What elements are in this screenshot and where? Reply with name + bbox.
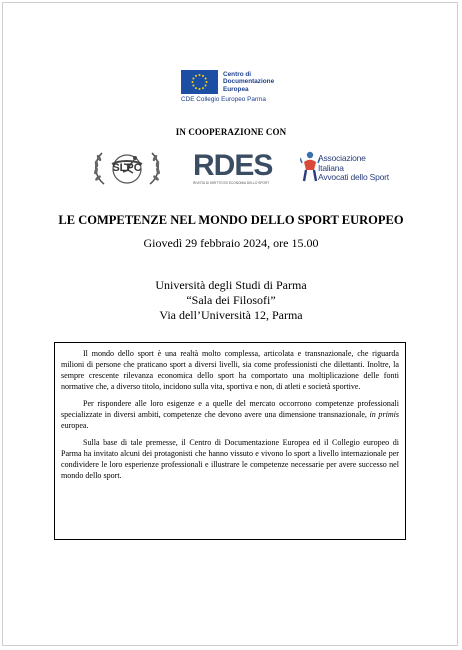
rdes-logo-subtitle: RIVISTA DI DIRITTO ED ECONOMIA DELLO SPORT xyxy=(193,181,270,185)
venue-room: “Sala dei Filosofi” xyxy=(186,293,276,307)
aias-line1: Associazione xyxy=(318,153,366,163)
aias-logo-text xyxy=(318,153,389,183)
cde-name xyxy=(223,71,293,93)
slpc-logo-text: SLPC xyxy=(112,162,142,174)
venue-block xyxy=(0,278,462,323)
eu-flag-icon xyxy=(181,70,218,94)
athlete-figure-icon xyxy=(300,150,320,184)
aias-line3: Avvocati dello Sport xyxy=(318,172,389,182)
description-box xyxy=(54,342,406,540)
cde-logo xyxy=(181,70,291,106)
rdes-logo xyxy=(191,150,271,190)
event-title: LE COMPETENZE NEL MONDO DELLO SPORT EUROPEO xyxy=(58,213,404,227)
cde-name-line1: Centro di xyxy=(223,71,252,78)
paragraph-2-text: Per rispondere alle loro esigenze e a quelle del mercato occorrono competenze professionali specializzate in diversi ambiti, competenze che devono avere una dimensione transnazionale, xyxy=(61,399,399,419)
description-paragraph-1: Il mondo dello sport è una realtà molto complessa, articolata e transnazionale, che riguarda milioni di persone che praticano sport a diversi livelli, sia come professionisti che dilettanti. Inoltre, la sempre crescente rilevanza economica dello sport ha comportato una moltiplicazione delle fonti normative che, a diverso titolo, incidono sulla vita, sportiva e non, di atleti e società sportive. xyxy=(61,349,399,391)
venue-university: Università degli Studi di Parma xyxy=(155,278,307,292)
slpc-logo xyxy=(90,148,164,190)
description-paragraph-3: Sulla base di tale premesse, il Centro di Documentazione Europea ed il Collegio europeo di Parma ha invitato alcuni dei protagonisti che hanno vissuto e vivono lo sport a livello internazionale per condividere le loro esperienze professionali e illustrare le competenze necessarie per avere successo nel mondo dello sport. xyxy=(61,438,399,480)
aias-line2: Italiana xyxy=(318,162,344,173)
paragraph-2-italic: in primis xyxy=(369,410,399,419)
cooperation-heading: IN COOPERAZIONE CON xyxy=(175,127,287,137)
cde-subtitle: CDE Collegio Europeo Parma xyxy=(181,96,266,103)
rdes-logo-text: RDES xyxy=(193,149,273,182)
venue-address: Via dell’Università 12, Parma xyxy=(159,308,303,322)
description-paragraph-2 xyxy=(61,398,399,431)
paragraph-2-end: europea. xyxy=(61,421,89,430)
event-datetime: Giovedì 29 febbraio 2024, ore 15.00 xyxy=(143,236,319,250)
cde-name-line2: Documentazione xyxy=(223,78,275,86)
cde-name-line3: Europea xyxy=(223,85,249,93)
aias-logo xyxy=(300,150,389,190)
